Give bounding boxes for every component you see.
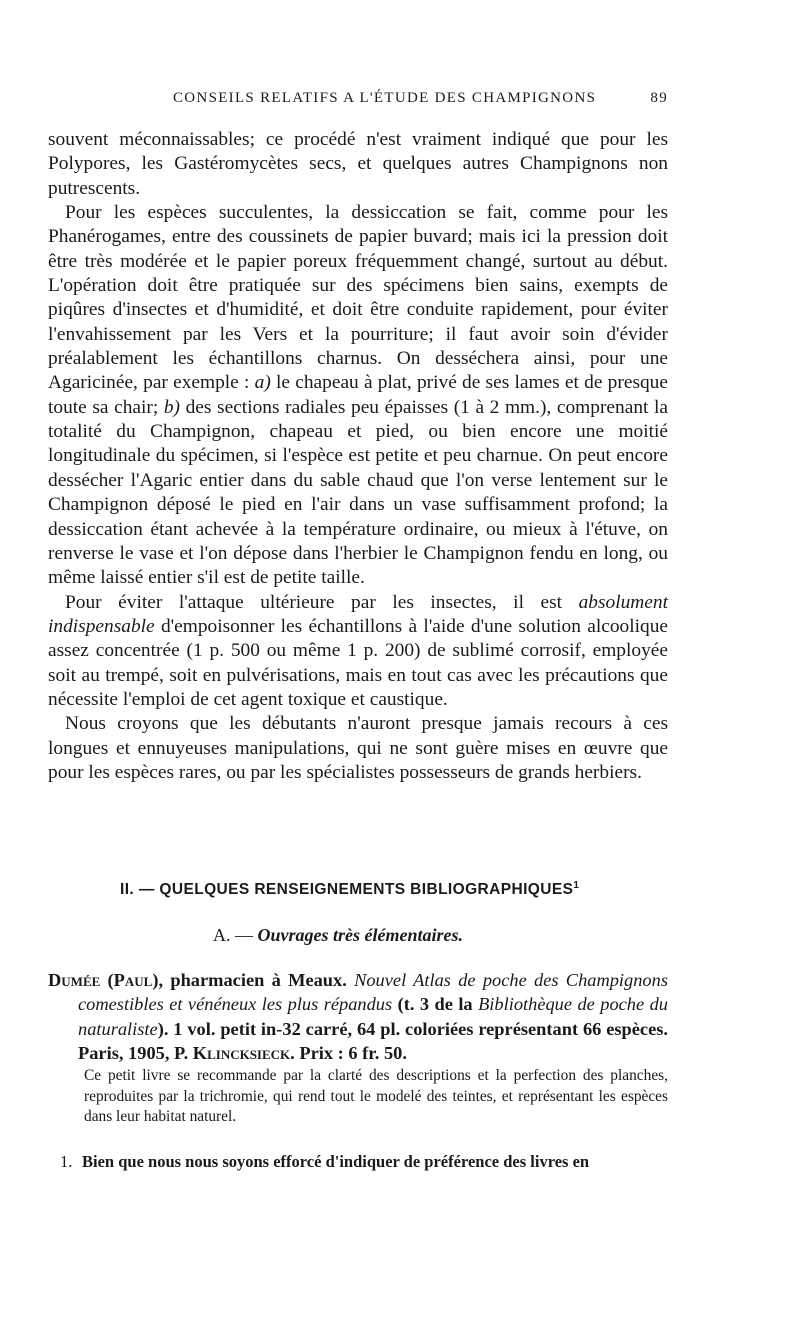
paragraph-2-text: Pour les espèces succulentes, la dessiccation se fait, comme pour les Phanérogames, entre des coussinets de papier buvard; mais ici la pression doit être très modérée et le papier poreux fréquemment changé, surtout au début. L'opération doit être pratiquée sur des spécimens bien sains, exempts de piqûres d'insectes et d'humidité, et doit être conduite rapidement, pour éviter l'envahissement par les Vers et la pourriture; il faut avoir soin d'évider préalablement les échantillons charnus. On desséchera ainsi, pour une Agaricinée, par exemple : [48, 202, 668, 394]
running-header [48, 90, 668, 118]
section-heading [120, 880, 680, 899]
paragraph-2-text-end: des sections radiales peu épaisses (1 à 2 mm.), comprenant la totalité du Champignon, chapeau et pied, ou bien encore une moitié longitudinale du spécimen, si l'espèce est petite et peu charnue. On peut encore dessécher l'Agaric entier dans du sable chaud que l'on verse lentement sur le Champignon déposé le pied en l'air dans un vase suffisamment profond; la dessiccation étant achevée à la température ordinaire, ou mieux à l'étuve, on renverse le vase et l'on dépose dans l'herbier le Champignon fendu en long, ou même laissé entier s'il est de petite taille. [48, 396, 668, 589]
paragraph-3-start: Pour éviter l'attaque ultérieure par les insectes, il est [65, 591, 579, 613]
paragraph-2-text-b: le chapeau à plat, privé de ses lames et de presque toute sa chair; [48, 372, 668, 418]
footnote-mark: 1. [60, 1152, 73, 1171]
entry-series: Bibliothèque de poche du naturaliste [78, 994, 668, 1039]
subheading-prefix: A. — [213, 925, 258, 945]
footnote [60, 1152, 668, 1172]
entry-details: ). 1 vol. petit in-32 carré, 64 pl. coloriées représentant 66 espèces. Paris, 1905, P. [78, 1018, 668, 1063]
subheading [213, 925, 633, 946]
entry-title: Nouvel Atlas de poche des Champignons comestibles et vénéneux les plus répandus [78, 970, 668, 1015]
body-text [48, 128, 668, 785]
entry-volume: (t. 3 de la [392, 994, 479, 1015]
entry-price: . Prix : 6 fr. 50. [290, 1042, 407, 1063]
paragraph-2 [48, 201, 668, 591]
enum-b: b) [163, 396, 181, 418]
entry-note-text: Ce petit livre se recommande par la clarté des descriptions et la perfection des planches, reproduites par la trichromie, qui rend tout le modelé des teintes, et représentant les espèces dans leur habitat naturel. [84, 1067, 668, 1125]
paragraph-3 [48, 591, 668, 713]
paragraph-4: Nous croyons que les débutants n'auront presque jamais recours à ces longues et ennuyeuses manipulations, qui ne sont guère mises en œuvre que pour les espèces rares, ou par les spécialistes possesseurs de grands herbiers. [48, 713, 668, 783]
entry-note [84, 1066, 668, 1128]
footnote-text: Bien que nous nous soyons efforcé d'indiquer de préférence des livres en [82, 1152, 590, 1171]
section-heading-text: II. — QUELQUES RENSEIGNEMENTS BIBLIOGRAPHIQUES [120, 881, 574, 899]
bibliography-entry [48, 968, 668, 1065]
footnote-reference: 1 [573, 880, 580, 891]
paragraph-3-emphasis: absolument indispensable [48, 591, 668, 637]
paragraph-3-end: d'empoisonner les échantillons à l'aide d'une solution alcoolique assez concentrée (1 p. 500 ou même 1 p. 200) de sublimé corrosif, employée soit au trempé, soit en pulvérisations, mais en tout cas avec les précautions que nécessite l'emploi de cet agent toxique et caustique. [48, 615, 668, 710]
entry-publisher: Klincksieck [192, 1042, 291, 1063]
entry-author-rest: , pharmacien à Meaux. [158, 970, 355, 990]
enum-a: a) [254, 372, 271, 394]
entry-author: Dumée (Paul) [48, 970, 159, 990]
paragraph-1: souvent méconnaissables; ce procédé n'est vraiment indiqué que pour les Polypores, les Gastéromycètes secs, et quelques autres Champignons non putrescents. [48, 129, 668, 199]
page-number: 89 [650, 90, 668, 106]
running-title: CONSEILS RELATIFS A L'ÉTUDE DES CHAMPIGNONS [173, 90, 597, 106]
subheading-text: Ouvrages très élémentaires. [257, 925, 463, 945]
